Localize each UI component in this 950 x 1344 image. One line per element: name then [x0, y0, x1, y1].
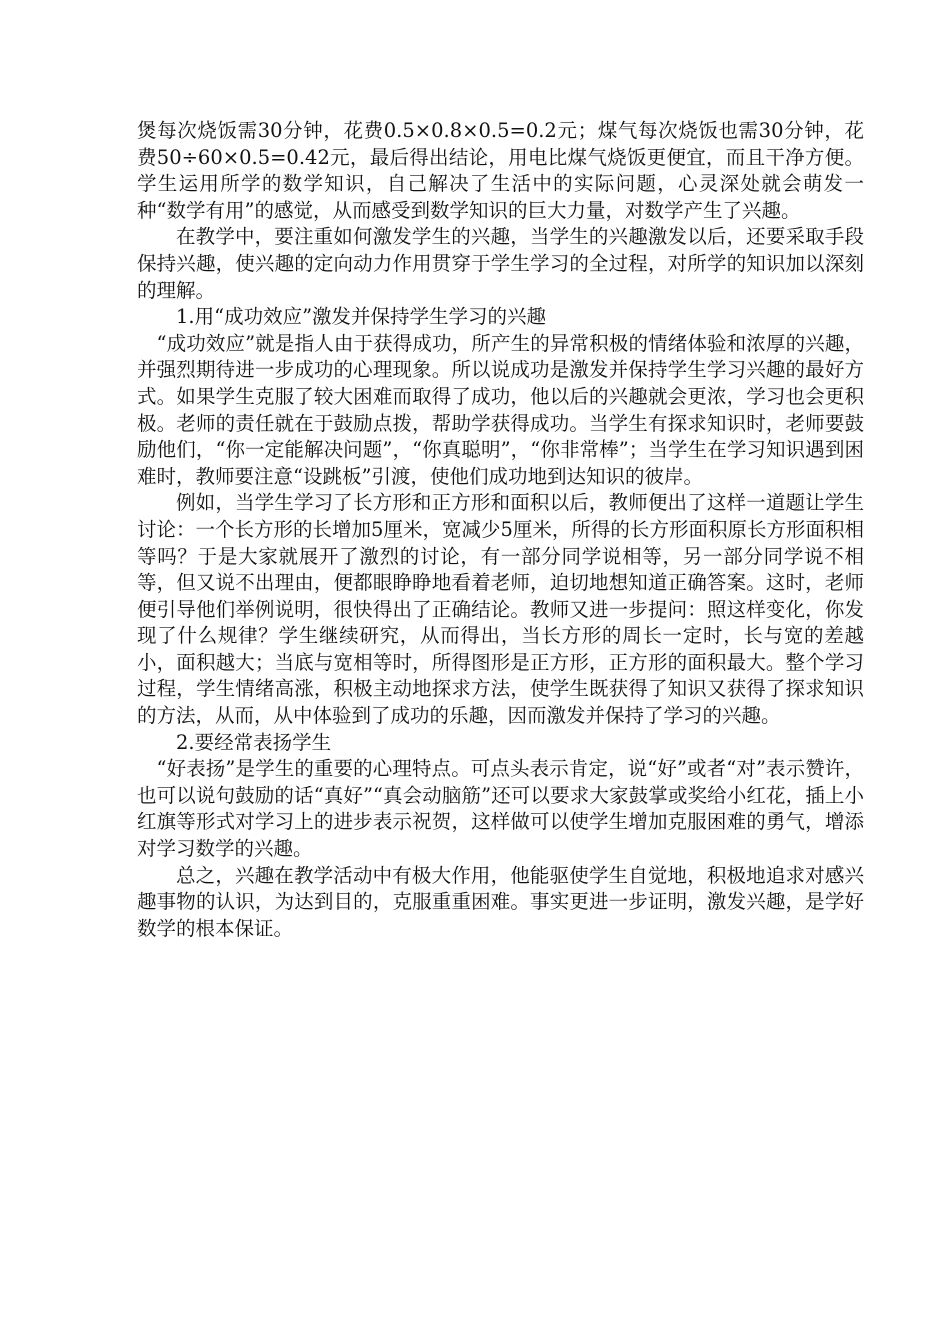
paragraph-praise: “好表扬”是学生的重要的心理特点。可点头表示肯定，说“好”或者“对”表示赞许，也可以说句鼓励的话“真好”“真会动脑筋”还可以要求大家鼓掌或奖给小红花，插上小红旗等形式对学习上的进步表示祝贺，这样做可以使学生增加克服困难的勇气，增添对学习数学的兴趣。 — [137, 757, 864, 861]
paragraph-success-effect: “成功效应”就是指人由于获得成功，所产生的异常积极的情绪体验和浓厚的兴趣，并强烈期待进一步成功的心理现象。所以说成功是激发并保持学生学习兴趣的最好方式。如果学生克服了较大困难而取得了成功，他以后的兴趣就会更浓，学习也会更积极。老师的责任就在于鼓励点拨，帮助学获得成功。当学生有探求知识时，老师要鼓励他们，“你一定能解决问题”，“你真聪明”，“你非常棒”；当学生在学习知识遇到困难时，教师要注意“设跳板”引渡，使他们成功地到达知识的彼岸。 — [137, 331, 864, 488]
paragraph-conclusion: 总之，兴趣在教学活动中有极大作用，他能驱使学生自觉地，积极地追求对感兴趣事物的认识，为达到目的，克服重重困难。事实更进一步证明，激发兴趣，是学好数学的根本保证。 — [137, 863, 864, 940]
paragraph-example: 例如，当学生学习了长方形和正方形和面积以后，教师便出了这样一道题让学生讨论：一个长方形的长增加5厘米，宽减少5厘米，所得的长方形面积原长方形面积相等吗？于是大家就展开了激烈的讨论，有一部分同学说相等，另一部分同学说不相等，但又说不出理由，便都眼睁睁地看着老师，迫切地想知道正确答案。这时，老师便引导他们举例说明，很快得出了正确结论。教师又进一步提问：照这样变化，你发现了什么规律？学生继续研究，从而得出，当长方形的周长一定时，长与宽的差越小，面积越大；当底与宽相等时，所得图形是正方形，正方形的面积最大。整个学习过程，学生情绪高涨，积极主动地探求方法，使学生既获得了知识又获得了探求知识的方法，从而，从中体验到了成功的乐趣，因而激发并保持了学习的兴趣。 — [137, 491, 864, 728]
section-heading-2: 2.要经常表扬学生 — [176, 730, 332, 754]
section-heading-1: 1.用“成功效应”激发并保持学生学习的兴趣 — [176, 305, 547, 329]
paragraph-continuation: 煲每次烧饭需30分钟，花费0.5×0.8×0.5=0.2元；煤气每次烧饭也需30分钟，花费50÷60×0.5=0.42元，最后得出结论，用电比煤气烧饭更便宜，而且干净方便。学生运用所学的数学知识，自己解决了生活中的实际问题，心灵深处就会萌发一种“数学有用”的感觉，从而感受到数学知识的巨大力量，对数学产生了兴趣。 — [137, 119, 864, 222]
paragraph-intro: 在教学中，要注重如何激发学生的兴趣，当学生的兴趣激发以后，还要采取手段保持兴趣，使兴趣的定向动力作用贯穿于学生学习的全过程，对所学的知识加以深刻的理解。 — [137, 225, 864, 302]
document-body — [137, 118, 864, 942]
